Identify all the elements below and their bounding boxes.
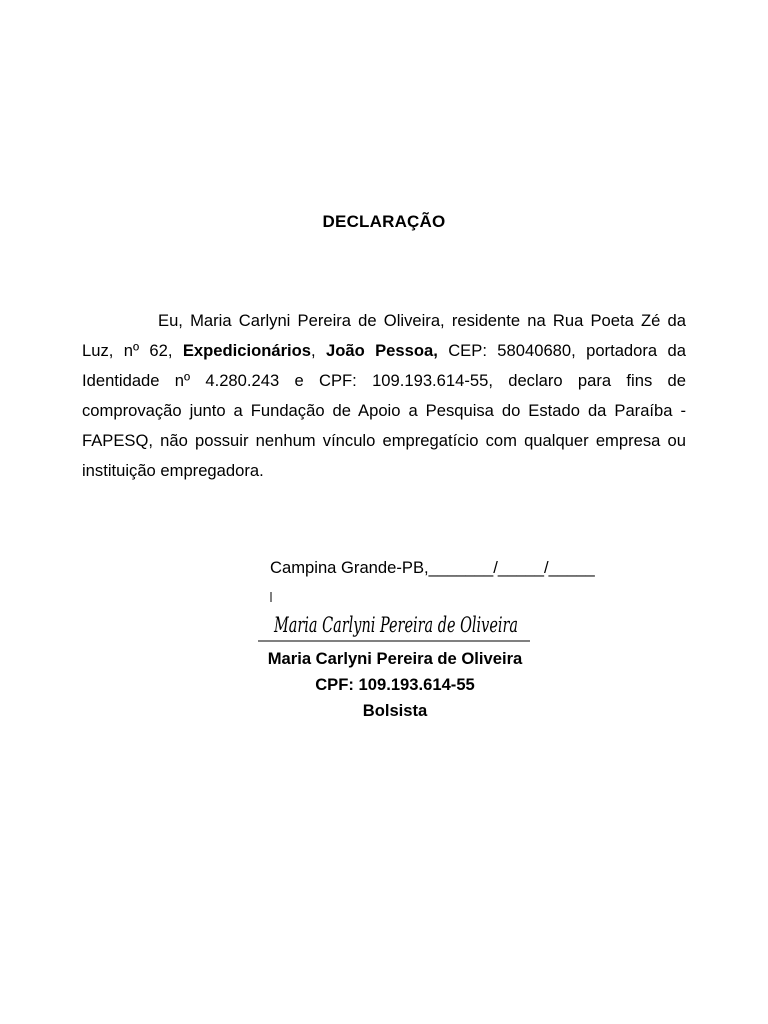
- place-date-line: Campina Grande-PB,_______/_____/_____: [270, 558, 595, 577]
- declaration-paragraph: [82, 306, 686, 486]
- handwritten-signature: [256, 588, 532, 646]
- paragraph-text-2: ,: [311, 341, 326, 360]
- signer-role: Bolsista: [362, 701, 428, 720]
- signature-block: [256, 646, 534, 724]
- signature-script: Maria Carlyni Pereira de Oliveira: [273, 613, 518, 637]
- signer-name: Maria Carlyni Pereira de Oliveira: [267, 649, 523, 668]
- paragraph-bold-neighborhood: Expedicionários: [182, 341, 312, 360]
- paragraph-text-1: Eu, Maria Carlyni Pereira de Oliveira, residente na Rua Poeta Zé da Luz, nº 62,: [82, 311, 686, 360]
- paragraph-bold-city: João Pessoa,: [326, 341, 438, 360]
- document-title: DECLARAÇÃO: [322, 212, 446, 231]
- signer-cpf: CPF: 109.193.614-55: [315, 675, 475, 694]
- paragraph-text-3: CEP: 58040680, portadora da Identidade nº 4.280.243 e CPF: 109.193.614-55, declaro para fins de comprovação junto a Fundação de Apoio a Pesquisa do Estado da Paraíba - FAPESQ, não possuir nenhum vínculo empregatício com qualquer empresa ou instituição empregadora.: [82, 341, 686, 480]
